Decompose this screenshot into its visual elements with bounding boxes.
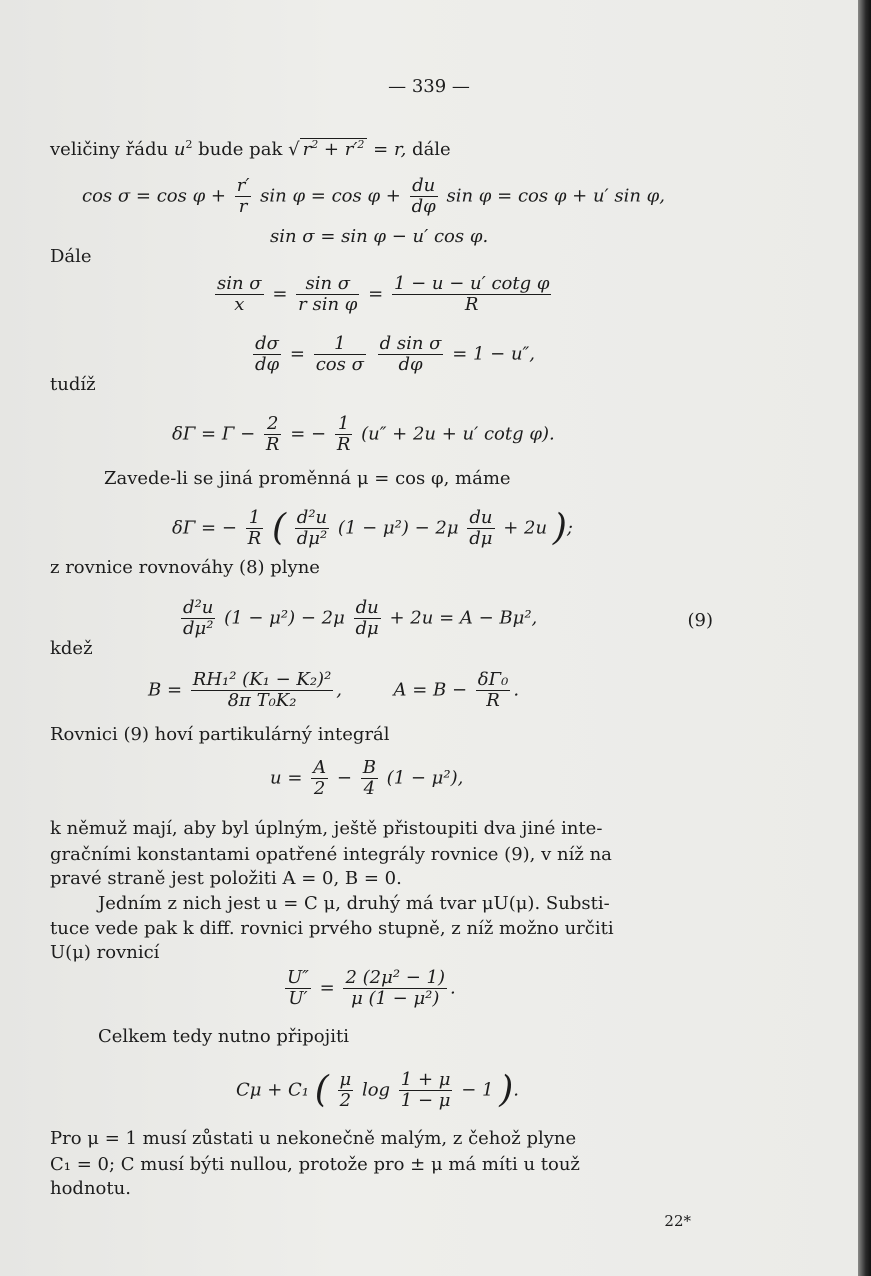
frac-num: μ <box>339 1069 352 1090</box>
equation-2: sin σ = sin φ − u′ cos φ. <box>270 226 489 247</box>
text: dále <box>412 139 451 160</box>
eq-part: u = <box>270 767 303 789</box>
eq-part: + 2u <box>503 517 548 539</box>
paragraph-line: k němuž mají, aby byl úplným, ještě přistoupiti dva jiné inte- <box>50 818 603 839</box>
frac-den: dμ <box>469 528 493 549</box>
frac-num: dσ <box>253 334 281 355</box>
eq-part: . <box>513 679 520 701</box>
page-number: — 339 — <box>388 76 470 97</box>
eq-part: (1 − μ²), <box>386 767 464 789</box>
frac-num: 2 (2μ² − 1) <box>345 967 446 988</box>
paragraph-rovnici9: Rovnici (9) hoví partikulárný integrál <box>50 724 390 745</box>
paragraph-line: Jedním z nich jest u = C μ, druhý má tvar μU(μ). Substi- <box>98 893 610 914</box>
eq-part: Cμ + C₁ <box>236 1079 309 1101</box>
frac-den: dμ <box>355 618 379 639</box>
signature-mark: 22* <box>664 1212 691 1230</box>
frac-den: R <box>486 690 500 711</box>
eq-part: δΓ = − <box>172 517 237 539</box>
frac-num: δΓ₀ <box>477 669 509 690</box>
frac-den: R <box>265 434 280 455</box>
eq-part: . <box>513 1079 519 1101</box>
frac-num: 1 <box>314 334 366 355</box>
eq-part: ; <box>566 517 573 539</box>
eq-part: = 1 − u″, <box>452 343 536 365</box>
frac-num: 2 <box>264 414 282 435</box>
var: u <box>173 139 186 160</box>
eq-part: A = B − <box>393 679 468 701</box>
frac-num: sin σ <box>217 273 262 294</box>
frac-den: R <box>247 528 262 549</box>
frac-den: dμ² <box>296 528 328 549</box>
frac-num: A <box>313 757 327 778</box>
frac-num: 1 + μ <box>400 1069 451 1090</box>
equation-5: δΓ = Γ − $\frac{2}{R}$ = − $\frac{1}{R}$ (u″ + 2u + u′ cotg φ). <box>172 413 555 455</box>
paragraph-line: tuce vede pak k diff. rovnici prvého stupně, z níž možno určiti <box>50 918 614 939</box>
frac-den: 2 <box>313 778 326 799</box>
frac-den: μ (1 − μ²) <box>351 988 440 1009</box>
paragraph-line: hodnotu. <box>50 1178 131 1199</box>
equation-9: u = $\frac{A}{2}$ − $\frac{B}{4}$ (1 − μ²), <box>270 757 464 799</box>
label-tudiz: tudíž <box>50 374 96 395</box>
frac-den: U′ <box>288 988 308 1009</box>
frac-num: U″ <box>287 967 309 988</box>
eq-part: cos σ = cos φ + <box>82 185 226 207</box>
frac-den: 2 <box>339 1090 352 1111</box>
frac-den: r <box>238 196 248 217</box>
eq-part: . <box>450 977 456 999</box>
eq-part: sin φ = cos φ + u′ sin φ, <box>446 185 665 207</box>
frac-den: dφ <box>411 196 436 217</box>
equation-4: $\frac{d\sigma}{d\varphi}$ = $\frac{1}{\text{cos σ}}$ $\frac{\text{d sin σ}}{d\varphi}$ = 1 − u″, <box>255 333 536 375</box>
frac-num: du <box>410 176 438 197</box>
frac-num: 1 − u − u′ cotg φ <box>393 273 550 294</box>
radicand: $r^2 + r'^2$ <box>300 138 368 160</box>
equation-6: δΓ = − $\frac{1}{R}$ ( $\frac{\text{d²u}}{\text{dμ²}}$ (1 − μ²) − 2μ $\frac{du}{d\mu}$ + 2u ); <box>172 507 573 549</box>
book-edge <box>858 0 871 1276</box>
frac-num: r′ <box>236 175 250 196</box>
frac-num: du <box>467 508 494 529</box>
r: r <box>302 139 312 160</box>
paragraph-line: gračními konstantami opatřené integrály rovnice (9), v níž na <box>50 844 612 865</box>
frac-den: R <box>464 294 479 315</box>
eq-part: (1 − μ²) − 2μ <box>337 517 459 539</box>
line-1 <box>50 134 451 161</box>
equation-number-9: (9) <box>687 610 713 631</box>
frac-num: du <box>354 598 381 619</box>
frac-num: d sin σ <box>379 333 442 354</box>
frac-num: 1 <box>335 414 353 435</box>
eq-part: B = <box>148 679 183 701</box>
equation-3: $\frac{\text{sin σ}}{x}$ = $\frac{\text{sin σ}}{\text{r sin φ}}$ = $\frac{\text{1 − u − u′ cotg φ}}{R}$ <box>217 273 550 315</box>
frac-den: 1 − μ <box>400 1090 451 1111</box>
frac-num: RH₁² (K₁ − K₂)² <box>192 669 332 690</box>
paragraph-line: Pro μ = 1 musí zůstati u nekonečně malým, z čehož plyne <box>50 1128 577 1149</box>
text: bude pak <box>198 139 283 160</box>
equation-11: Cμ + C₁ ( $\frac{\mu}{2}$ log $\frac{1 + \mu}{1 - \mu}$ − 1 ). <box>236 1069 519 1111</box>
frac-den: dμ² <box>183 618 214 639</box>
eq-part: + 2u = A − Bμ², <box>389 607 538 629</box>
paragraph-rovnice: z rovnice rovnováhy (8) plyne <box>50 557 320 578</box>
label-dale: Dále <box>50 246 92 267</box>
frac-num: sin σ <box>296 274 359 295</box>
paragraph-line: C₁ = 0; C musí býti nullou, protože pro ± μ má míti u touž <box>50 1154 580 1175</box>
eq: = r, <box>373 139 407 160</box>
equation-7 <box>178 598 537 639</box>
frac-den: 8π T₀K₂ <box>227 690 297 711</box>
eq-part: δΓ = Γ − <box>172 423 256 445</box>
equation-8 <box>148 670 519 711</box>
text: veličiny řádu <box>50 139 169 160</box>
eq-part: , <box>336 679 343 701</box>
paragraph-line: pravé straně jest položiti A = 0, B = 0. <box>50 868 402 889</box>
frac-num: 1 <box>246 508 264 529</box>
paragraph-zavede: Zavede-li se jiná proměnná μ = cos φ, máme <box>104 468 511 489</box>
sup: 2 <box>185 138 193 151</box>
frac-den: dφ <box>398 354 423 375</box>
frac-den: x <box>234 294 245 315</box>
label-kdez: kdež <box>50 638 93 659</box>
eq-part: sin φ = cos φ + <box>260 185 401 207</box>
sqrt-sign: √ <box>288 139 300 160</box>
frac-den: r sin φ <box>298 294 358 315</box>
frac-num: d²u <box>295 508 329 529</box>
equation-10: $\frac{U''}{U'}$ = $\frac{\text{2 (2μ² − 1)}}{\text{μ (1 − μ²)}}$ . <box>287 967 456 1009</box>
paragraph-line: U(μ) rovnicí <box>50 942 160 963</box>
frac-den: R <box>336 434 351 455</box>
eq-part: − 1 <box>461 1079 494 1101</box>
eq-part: log <box>361 1079 391 1101</box>
paragraph-celkem: Celkem tedy nutno připojiti <box>98 1026 349 1047</box>
frac-den: dφ <box>255 354 280 375</box>
eq-part: (1 − μ²) − 2μ <box>224 607 345 629</box>
frac-num: B <box>362 757 376 778</box>
frac-den: 4 <box>363 778 376 799</box>
eq-part: (u″ + 2u + u′ cotg φ). <box>361 423 555 445</box>
frac-den: cos σ <box>315 354 364 375</box>
rprime: + r′ <box>323 139 358 160</box>
equation-1 <box>82 176 665 217</box>
frac-num: d²u <box>181 598 215 619</box>
